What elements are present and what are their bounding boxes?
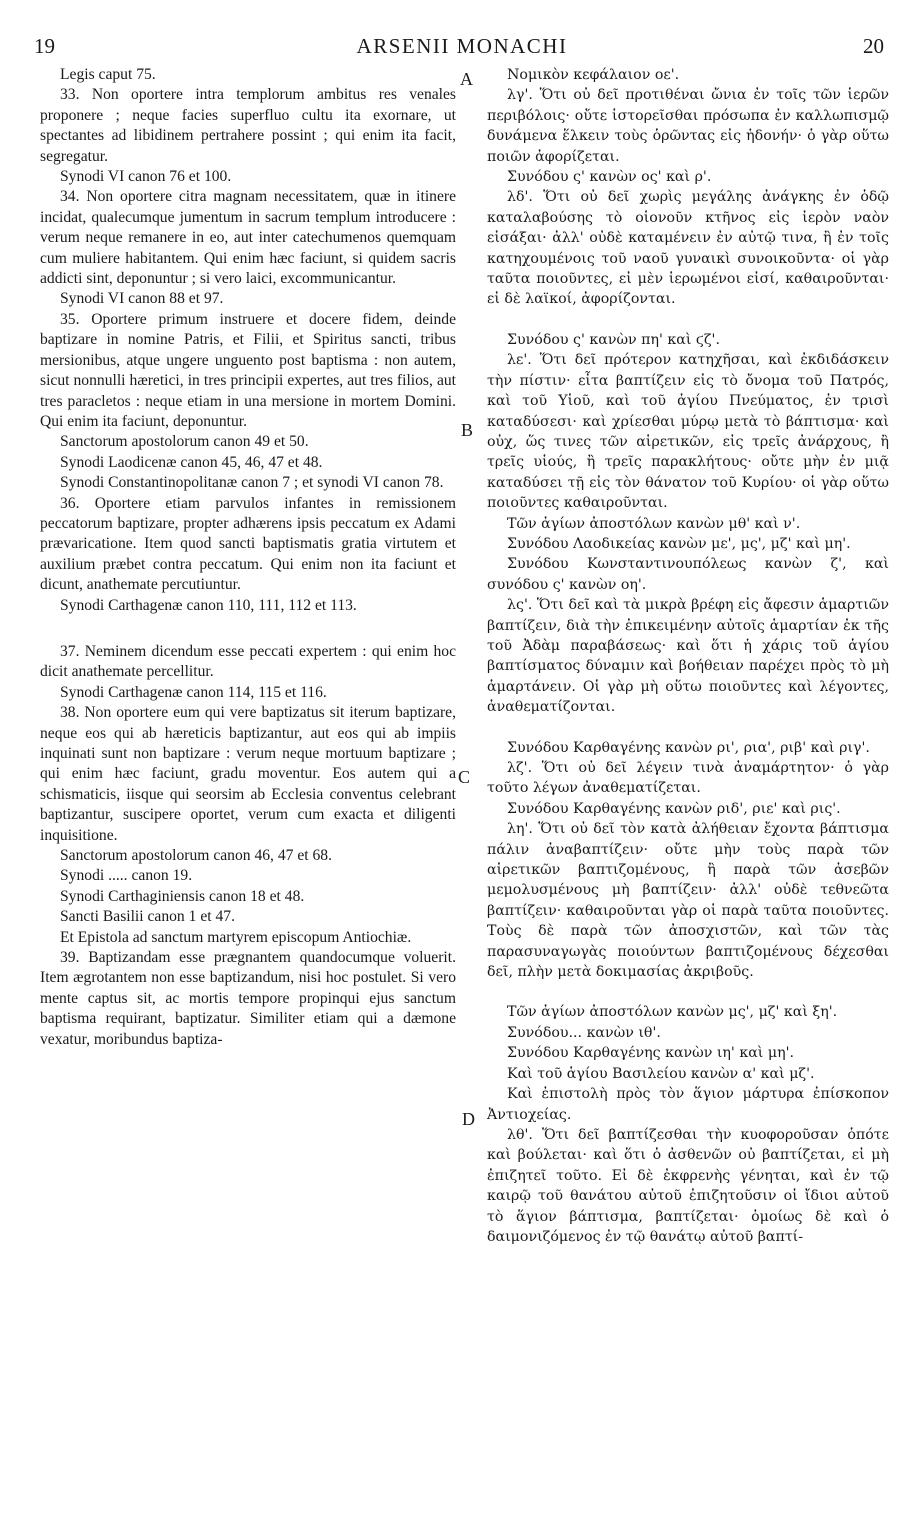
margin-marker-c: C [458, 767, 471, 787]
greek-canon-39: λθ'. Ὅτι δεῖ βαπτίζεσθαι τὴν κυοφοροῦσαν ὁπότε καὶ βούλεται· καὶ ὅτι ὁ ἀσθενῶν οὐ βαπτίζεται, εἰ μὴ ἐπιζητεῖ τοῦτο. Εἰ δὲ ἐκφρενὴς γένηται, καὶ ἐν τῷ καιρῷ τοῦ θανάτου αὐτοῦ ἐπιζητοῦσιν οἱ ἴδιοι αὐτοῦ τὸ ἅγιον βάπτισμα, βαπτίζεται· ὁμοίως δὲ καὶ ὁ δαιμονιζόμενος ἐν τῷ θανάτῳ αὐτοῦ βαπτί- [487, 1126, 889, 1245]
latin-canon-36: 36. Oportere etiam parvulos infantes in remissionem peccatorum baptizare, propter adhærens ipsis peccatum ex Adami prævaricatione. Item quod sancti baptismatis gratia virtutem et auxilium præbet contra peccatum. Qui enim non ita faciunt et dicunt, anathemate percutiuntur. [40, 494, 456, 594]
greek-canon-38: λη'. Ὅτι οὐ δεῖ τὸν κατὰ ἀλήθειαν ἔχοντα βάπτισμα πάλιν ἀναβαπτίζειν· οὔτε μὴν τοὺς παρὰ τῶν αἱρετικῶν βαπτιζομένους, ἢ παρὰ τῶν ἀσεβῶν μεμολυσμένους μὴ βαπτίζειν· ἀλλ' οὐδὲ τεθνεῶτα βαπτίζειν· καθαιροῦνται γὰρ οἱ παρὰ ταῦτα ποιοῦντες. Τοὺς δὲ παρὰ τῶν ἀποσχιστῶν, καὶ τῶν τὰς παρασυναγωγὰς ποιούντων βαπτιζομένους δέχεσθαι δεῖ, πλὴν μετὰ δοκιμασίας ἀκριβοῦς. [487, 821, 889, 981]
greek-canon-33: λγ'. Ὅτι οὐ δεῖ προτιθέναι ὤνια ἐν τοῖς τῶν ἱερῶν περιβόλοις· οὔτε ἱστορεῖσθαι πρόσωπα ἐν καλλωπισμῷ δυνάμενα ἕλκειν τοὺς ὁρῶντας εἰς ἡδονήν· ὁ γὰρ οὕτω ποιῶν ἀφορίζεται. [487, 87, 889, 165]
greek-reference: Συνόδου ς' κανὼν πη' καὶ ϛζ'. [507, 331, 720, 348]
latin-reference: Sancti Basilii canon 1 et 47. [60, 908, 235, 926]
latin-reference: Synodi Carthagenæ canon 110, 111, 112 et 113. [60, 596, 357, 614]
greek-canon-34: λδ'. Ὅτι οὐ δεῖ χωρὶς μεγάλης ἀνάγκης ἐν ὁδῷ καταλαβούσης τὸ οἱονοῦν κτῆνος εἰς ἱερὸν ναὸν εἰσάξαι· ἀλλ' οὐδὲ καταμένειν ἐν αὐτῷ τινα, ἢ ἐν τοῖς κατηχουμένοις τοῦ ναοῦ γυναικὶ συνοικοῦντα· οἱ γὰρ ταῦτα ποιοῦντες, εἰ μὲν ἱερωμένοι εἰσί, καθαιροῦνται· εἰ δὲ λαϊκοί, ἀφορίζονται. [487, 189, 889, 308]
margin-marker-a: A [460, 69, 473, 89]
page-number-left: 19 [34, 34, 55, 58]
latin-canon-34: 34. Non oportere citra magnam necessitatem, quæ in itinere incidat, qualecumque jumentum in sacrum templum introducere : verum neque remanere in eo, aut inter catechumenos quemquam cum muliere habitantem. Qui enim hæc faciunt, si quidem sacris addicti sint, deponuntur ; si vero laici, excommunicantur. [40, 188, 456, 288]
latin-canon-39: 39. Baptizandam esse prægnantem quandocumque voluerit. Item ægrotantem non esse baptizandum, nisi hoc postulet. Si vero mente captus sit, ac mortis tempore propinqui ejus sanctum baptisma requirant, baptizatur. Similiter etiam qui a dæmone vexatur, moribundus baptiza- [40, 949, 456, 1048]
greek-canon-35: λε'. Ὅτι δεῖ πρότερον κατηχῆσαι, καὶ ἐκδιδάσκειν τὴν πίστιν· εἶτα βαπτίζειν εἰς τὸ ὄνομα τοῦ Πατρός, καὶ τοῦ Υἱοῦ, καὶ τοῦ ἁγίου Πνεύματος, ἐν τρισὶ καταδύσεσι· καὶ χρίεσθαι μύρῳ μετὰ τὸ βάπτισμα· καὶ οὐχ, ὥς τινες τῶν αἱρετικῶν, εἰς τρεῖς ἀνάρχους, ἢ τρεῖς υἱούς, ἢ τρεῖς παρακλήτους· οὔτε μὴν ἐν μιᾷ καταδύσει τῇ εἰς τὸν θάνατον τοῦ Κυρίου· οἱ γὰρ οὕτω ποιοῦντες καθαιροῦνται. [487, 352, 889, 512]
margin-marker-d: D [462, 1109, 475, 1129]
latin-reference: Synodi Carthaginiensis canon 18 et 48. [60, 887, 305, 905]
latin-reference: Sanctorum apostolorum canon 49 et 50. [60, 433, 309, 451]
latin-canon-37: 37. Neminem dicendum esse peccati expertem : qui enim hoc dicit anathemate percellitur. [40, 642, 456, 681]
greek-column [487, 65, 889, 1247]
latin-canon-38: 38. Non oportere eum qui vere baptizatus sit iterum baptizare, neque eos qui ab hæreticis baptizantur, aut eos qui ab impiis inquinati sunt non baptizare : verum neque mortuum baptizare ; qui enim hæc faciunt, gradu moventur. Eos autem qui a schismaticis, iisque qui seorsim ab Ecclesia conventus celebrant baptizantur, suscipere oportet, verum cum exacta et diligenti inquisitione. [40, 704, 456, 844]
greek-reference: Συνόδου Καρθαγένης κανὼν ριδ', ριε' καὶ ρις'. [507, 800, 841, 817]
latin-reference: Synodi Carthagenæ canon 114, 115 et 116. [60, 683, 327, 701]
running-title: ARSENII MONACHI [356, 34, 568, 58]
latin-reference: Et Epistola ad sanctum martyrem episcopum Antiochiæ. [60, 928, 412, 946]
latin-canon-35: 35. Oportere primum instruere et docere fidem, deinde baptizare in nomine Patris, et Filii, et Spiritus sancti, tribus mersionibus, atque ungere unguento post baptisma : non autem, sicut nonnulli hæretici, in tres principii expertes, aut tres filios, aut tres paracletos : neque etiam in una mersione in mortem Domini. Qui enim ita faciunt, deponuntur. [40, 310, 456, 430]
margin-marker-b: B [461, 420, 474, 440]
latin-reference: Synodi VI canon 88 et 97. [60, 290, 224, 308]
latin-reference: Synodi Laodicenæ canon 45, 46, 47 et 48. [60, 453, 323, 471]
latin-reference: Sanctorum apostolorum canon 46, 47 et 68. [60, 847, 332, 865]
greek-reference: Τῶν ἁγίων ἀποστόλων κανὼν μθ' καὶ ν'. [507, 515, 801, 532]
greek-canon-37: λζ'. Ὅτι οὐ δεῖ λέγειν τινὰ ἀναμάρτητον· ὁ γὰρ τοῦτο λέγων ἀναθεματίζεται. [487, 760, 889, 797]
greek-reference: Καὶ τοῦ ἁγίου Βασιλείου κανὼν α' καὶ μζ'. [507, 1065, 815, 1082]
latin-reference: Synodi Constantinopolitanæ canon 7 ; et synodi VI canon 78. [60, 474, 444, 492]
greek-canon-36: λς'. Ὅτι δεῖ καὶ τὰ μικρὰ βρέφη εἰς ἄφεσιν ἁμαρτιῶν βαπτίζειν, διὰ τὴν ἐπικειμένην αὐτοῖς ἁμαρτίαν ἐκ τῆς τοῦ Ἀδὰμ παραβάσεως· καὶ ὅτι ἡ χάρις τοῦ ἁγίου βαπτίσματος δύναμιν καὶ βοήθειαν παρέχει πρὸς τὸ μὴ ἁμαρτάνειν. Οἱ γὰρ μὴ οὕτω ποιοῦντες καὶ λέγοντες, ἀναθεματίζονται. [487, 597, 889, 716]
greek-reference: Συνόδου ς' κανὼν ος' καὶ ρ'. [507, 169, 712, 186]
latin-caption: Legis caput 75. [60, 66, 156, 83]
greek-reference: Συνόδου Λαοδικείας κανὼν με', μς', μζ' καὶ μη'. [507, 535, 851, 552]
greek-reference: Τῶν ἁγίων ἀποστόλων κανὼν μς', μζ' καὶ ξη'. [507, 1004, 838, 1021]
greek-reference: Συνόδου Καρθαγένης κανὼν ρι', ρια', ριβ' καὶ ριγ'. [507, 739, 870, 756]
greek-reference: Καὶ ἐπιστολὴ πρὸς τὸν ἅγιον μάρτυρα ἐπίσκοπον Ἀντιοχείας. [487, 1086, 889, 1123]
latin-canon-33: 33. Non oportere intra templorum ambitus res venales proponere ; neque facies superfluo cultu ita exornare, ut spectantes ad libidinem pertrahere possint ; qui enim ita facit, segregatur. [40, 86, 456, 165]
latin-reference: Synodi VI canon 76 et 100. [60, 168, 232, 186]
page-header [0, 32, 924, 62]
greek-reference: Συνόδου... κανὼν ιθ'. [507, 1024, 661, 1041]
latin-column [40, 65, 456, 1050]
greek-reference: Συνόδου Καρθαγένης κανὼν ιη' καὶ μη'. [507, 1045, 794, 1062]
greek-caption: Νομικὸν κεφάλαιον οε'. [507, 67, 680, 83]
latin-reference: Synodi ..... canon 19. [60, 867, 193, 885]
greek-reference: Συνόδου Κωνσταντινουπόλεως κανὼν ζ', καὶ συνόδου ς' κανὼν οη'. [487, 556, 889, 593]
page-number-right: 20 [863, 34, 884, 58]
